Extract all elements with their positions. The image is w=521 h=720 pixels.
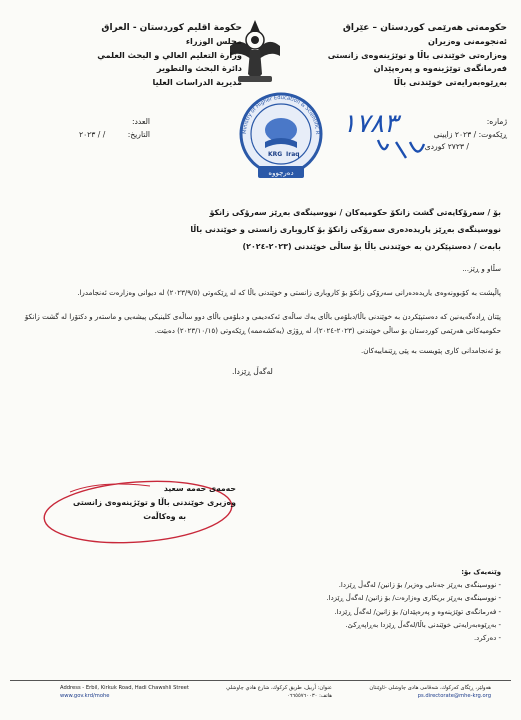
subject-block bbox=[19, 204, 501, 255]
closing-text: لەگەڵ ڕێزدا. bbox=[232, 367, 273, 376]
paragraph: پێتان ڕادەگەیەنین كە دەستپێكردن بە خوێندنی باڵا/دبلۆمی باڵای یەك ساڵەی ئەكەدیمی و دبلۆمی باڵای دوو ساڵەی كلینیكی پیشەیی و ماستەر و دكتۆرا لە گشت زانكۆ حكومیەكانی هەرێمی كوردستان بۆ ساڵی خوێندنی (۲۰۲۳-۲۰۲٤)، لە ڕۆژی (یەكشەممە) ڕێكەوتی (۲۰۲۳/۱۰/۱٥) دەبێت. bbox=[24, 312, 501, 336]
header-ar-line: دائرة البحث والتطوير bbox=[156, 63, 242, 74]
cc-list bbox=[241, 566, 501, 645]
subject-line: بابەت / دەستپێكردن بە خوێندنی باڵا بۆ ساڵی خوێندنی (۲۰۲۳-۲۰۲٤) bbox=[242, 242, 501, 251]
addressee-line: بۆ / سەرۆكایەتی گشت زانكۆ حكومیەكان / نووسینگەی بەڕێز سەرۆكی زانكۆ bbox=[209, 208, 501, 217]
number-label-ar: العدد: bbox=[131, 117, 150, 126]
footer-phone: هاتف: ٠٦٦٥٥٧٦٠٠٣٠ bbox=[286, 693, 332, 699]
handwritten-number-text: ١٧٨٣ bbox=[342, 109, 398, 139]
date-value-ar: / / ۲۰۲۳ bbox=[79, 129, 106, 139]
cc-item: - بەڕێوەبەرایەتی خوێندنی باڵا/لەگەڵ ڕێزدا بەڕاپەڕكێ. bbox=[345, 620, 501, 629]
cc-item: - نووسینگەی بەڕێز بریكاری وەزارەت/ بۆ زانین/ لەگەڵ ڕێزدا. bbox=[326, 594, 501, 603]
header-ar-line: وزارة التعليم العالي و البحث العلمي bbox=[97, 49, 242, 60]
signatory-name: حەمەی حەمە سعید bbox=[163, 484, 236, 493]
date-label: ڕێكەوت: bbox=[478, 129, 507, 139]
handwritten-reference-number bbox=[338, 104, 434, 164]
addressee-line: نووسینگەی بەڕێز یاریدەدەری سەرۆكی زانكۆ بۆ كاروباری زانستی و خوێندنی باڵا bbox=[190, 225, 501, 234]
seal-arc-text: Ministry of Higher Education & Scientific R bbox=[241, 94, 321, 135]
footer-web: www.gov.krd/mohe bbox=[60, 693, 110, 699]
header-ku-line: وەزارەتی خوێندنی باڵا و توێژینەوەی زانستی bbox=[327, 49, 507, 60]
footer-arabic bbox=[222, 684, 332, 700]
header-ku-line: فەرمانگەی توێژینەوە و پەرەپێدان bbox=[373, 63, 507, 74]
cc-title: وێنەیەک بۆ: bbox=[461, 568, 501, 576]
number-label: ژمارە: bbox=[486, 117, 507, 126]
reference-arabic bbox=[10, 116, 150, 141]
signatory-role: بە وەكاڵەت bbox=[143, 512, 186, 521]
paragraph: بۆ ئەنجامدانی كاری پێویست بە پێی ڕێنماییەكان. bbox=[360, 346, 501, 355]
date-gregorian: / ۲۰۲۳ زایینی bbox=[433, 129, 477, 139]
header-ku-line: حكومەتی هەرێمی كوردستان – عێراق bbox=[342, 23, 507, 33]
ministry-seal-icon bbox=[232, 90, 330, 182]
date-label-ar: التاريخ: bbox=[127, 129, 150, 139]
header-ku-line: بەڕێوەبەرایەتی خوێندنی باڵا bbox=[393, 76, 507, 87]
header-ar-line: حكومة اقليم كوردستان - العراق bbox=[101, 23, 242, 33]
cc-item: - فەرمانگەی توێژینەوە و پەرەپێدان/ بۆ زانین/ لەگەڵ ڕێزدا. bbox=[334, 607, 501, 616]
seal-country: Iraq bbox=[286, 151, 300, 158]
footer-kurdish bbox=[361, 684, 491, 700]
footer-english bbox=[60, 684, 189, 700]
footer-address-ku: هەولێر، ڕێگای كەركوك، شەقامی هادی چاوشلی -ئاوێنتان bbox=[369, 685, 491, 691]
cc-item: - دەركرد. bbox=[473, 634, 501, 643]
header-ar-line: مجلس الوزراء bbox=[185, 36, 242, 47]
header-kurdish bbox=[307, 22, 507, 89]
header-ku-line: ئەنجومەنی وەزیران bbox=[428, 36, 507, 47]
footer-address-en: Address - Erbil, Kirkuk Road, Hadi Chawshli Street bbox=[60, 685, 189, 691]
header-ar-line: مديرية الدراسات العليا bbox=[152, 76, 242, 87]
signature-block bbox=[46, 482, 236, 524]
greeting: سڵاو و ڕێز... bbox=[462, 264, 501, 273]
header-arabic bbox=[92, 22, 242, 89]
footer-email: ps.directorate@mhe-krg.org bbox=[417, 693, 491, 699]
signatory-title: وەزیری خوێندنی باڵا و توێژینەوەی زانستی bbox=[72, 498, 236, 507]
seal-stamp-text: دەرچووە bbox=[268, 169, 294, 177]
footer-divider bbox=[10, 680, 511, 681]
seal-abbr: KRG bbox=[268, 151, 283, 158]
date-kurdish: / ۲۷۲۳ كوردی bbox=[424, 142, 469, 152]
cc-item: - نووسینگەی بەڕێز جەنابی وەزیر/ بۆ زانین/ لەگەڵ ڕێزدا. bbox=[338, 581, 501, 590]
paragraph: پاڵپشت بە كۆبوونەوەی یاریدەدەرانی سەرۆكی زانكۆ بۆ كاروباری زانستی و خوێندنی باڵا كە لە ڕێكەوتی (۲۰۲۳/۹/٥) لە دیوانی وەزارەت ئەنجامدرا. bbox=[77, 288, 501, 297]
footer-address-ar: عنوان: أربيل، طريق كركوك، شارع هادي چاوشلي bbox=[226, 685, 332, 691]
